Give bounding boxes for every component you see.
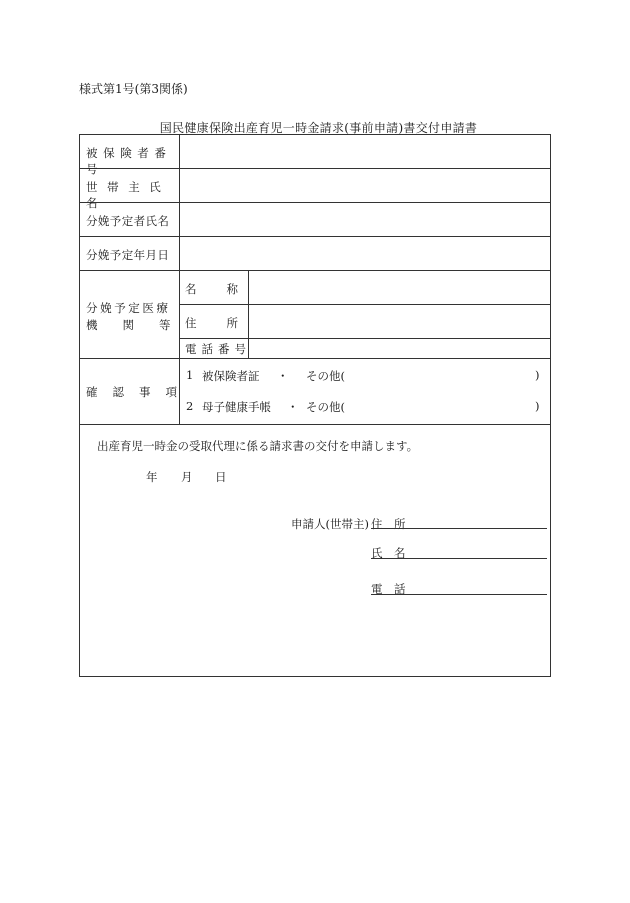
confirm-item-document: 被保険者証 [202, 369, 260, 383]
confirm-item-other: その他( [306, 400, 345, 414]
institution-label-line2: 機関等 [86, 318, 196, 332]
confirm-item-separator: ・ [287, 400, 299, 414]
row-divider [80, 236, 550, 237]
date-year: 年 [146, 470, 158, 484]
application-statement: 出産育児一時金の受取代理に係る請求書の交付を申請します。 [97, 439, 419, 453]
row-divider [179, 338, 550, 339]
applicant-address-line[interactable] [371, 528, 547, 529]
insured-number-label: 被保険者番号 [86, 146, 172, 176]
confirm-item-close-paren: ) [535, 368, 540, 382]
institution-name-label: 名称 [185, 282, 268, 296]
confirm-item-document: 母子健康手帳 [202, 400, 271, 414]
institution-phone-label: 電話番号 [185, 342, 251, 356]
application-form-frame [79, 134, 551, 677]
row-divider [80, 270, 550, 271]
applicant-phone-line[interactable] [371, 594, 547, 595]
institution-address-input[interactable] [249, 306, 550, 337]
head-of-household-name-input[interactable] [180, 170, 550, 201]
institution-phone-input[interactable] [249, 340, 550, 357]
confirm-item-number: 1 [186, 368, 194, 382]
row-divider [179, 304, 550, 305]
applicant-address-label: 住 所 [371, 517, 406, 531]
confirmation-items-label: 確認事項 [86, 385, 192, 399]
row-divider [80, 424, 550, 425]
expected-mother-name-input[interactable] [180, 204, 550, 235]
confirm-item-close-paren: ) [535, 399, 540, 413]
form-number-label: 様式第1号(第3関係) [79, 82, 188, 96]
date-day: 日 [215, 470, 227, 484]
institution-name-input[interactable] [249, 272, 550, 303]
institution-address-label: 住所 [185, 316, 268, 330]
institution-label-line1: 分娩予定医療 [86, 301, 171, 315]
confirm-item-separator: ・ [277, 369, 289, 383]
applicant-name-label: 氏 名 [371, 546, 406, 560]
document-title: 国民健康保険出産育児一時金請求(事前申請)書交付申請書 [159, 121, 478, 135]
expected-due-date-input[interactable] [180, 238, 550, 269]
expected-mother-name-label: 分娩予定者氏名 [86, 214, 170, 228]
date-month: 月 [181, 470, 193, 484]
confirm-item-number: 2 [186, 399, 194, 413]
applicant-name-line[interactable] [371, 558, 547, 559]
confirm-item-other: その他( [306, 369, 345, 383]
insured-number-input[interactable] [180, 136, 550, 167]
head-of-household-label: 世帯主氏名 [86, 180, 171, 210]
applicant-phone-label: 電 話 [371, 582, 406, 596]
row-divider [80, 358, 550, 359]
expected-due-date-label: 分娩予定年月日 [86, 248, 170, 262]
applicant-prefix: 申請人(世帯主) [291, 517, 369, 531]
